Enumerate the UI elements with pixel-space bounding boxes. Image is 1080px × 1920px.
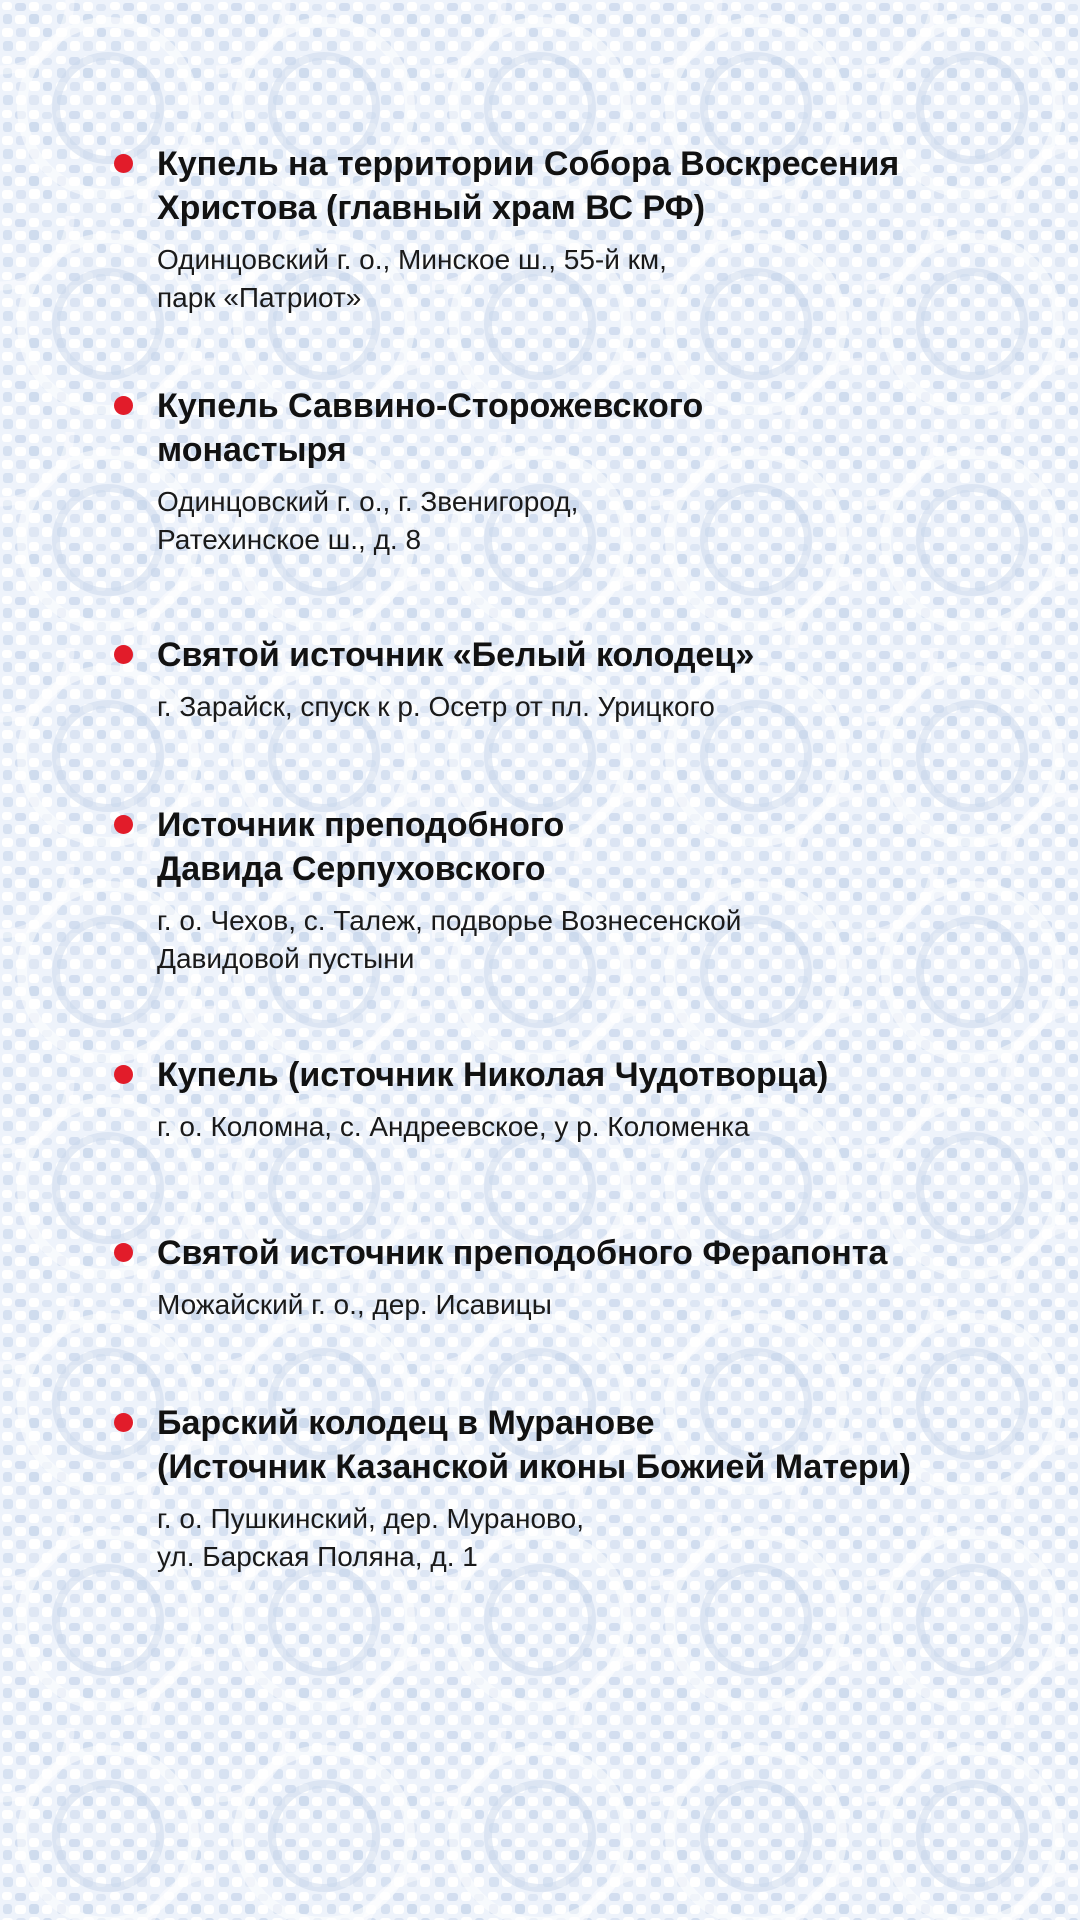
place-address: г. о. Коломна, с. Андреевское, у р. Коломенка: [157, 1111, 750, 1142]
place-title: Источник преподобного Давида Серпуховского: [157, 806, 565, 888]
place-address: г. Зарайск, спуск к р. Осетр от пл. Урицкого: [157, 691, 715, 722]
bullet-icon: [114, 1413, 133, 1432]
bullet-icon: [114, 645, 133, 664]
place-title: Купель на территории Собора Воскресения Христова (главный храм ВС РФ): [157, 145, 900, 227]
bullet-icon: [114, 815, 133, 834]
place-address: г. о. Пушкинский, дер. Мураново, ул. Барская Поляна, д. 1: [157, 1503, 584, 1572]
place-title: Святой источник преподобного Ферапонта: [157, 1234, 888, 1272]
place-address: Одинцовский г. о., г. Звенигород, Ратехинское ш., д. 8: [157, 486, 579, 555]
place-title: Купель (источник Николая Чудотворца): [157, 1056, 829, 1094]
place-title: Святой источник «Белый колодец»: [157, 636, 755, 674]
place-address: Можайский г. о., дер. Исавицы: [157, 1289, 552, 1320]
place-address: г. о. Чехов, с. Талеж, подворье Вознесенской Давидовой пустыни: [157, 905, 742, 974]
place-address: Одинцовский г. о., Минское ш., 55-й км, парк «Патриот»: [157, 244, 667, 313]
place-title: Барский колодец в Муранове (Источник Казанской иконы Божией Матери): [157, 1404, 911, 1486]
bullet-icon: [114, 396, 133, 415]
bullet-icon: [114, 154, 133, 173]
place-title: Купель Саввино-Сторожевского монастыря: [157, 387, 704, 469]
bullet-icon: [114, 1243, 133, 1262]
bullet-icon: [114, 1065, 133, 1084]
